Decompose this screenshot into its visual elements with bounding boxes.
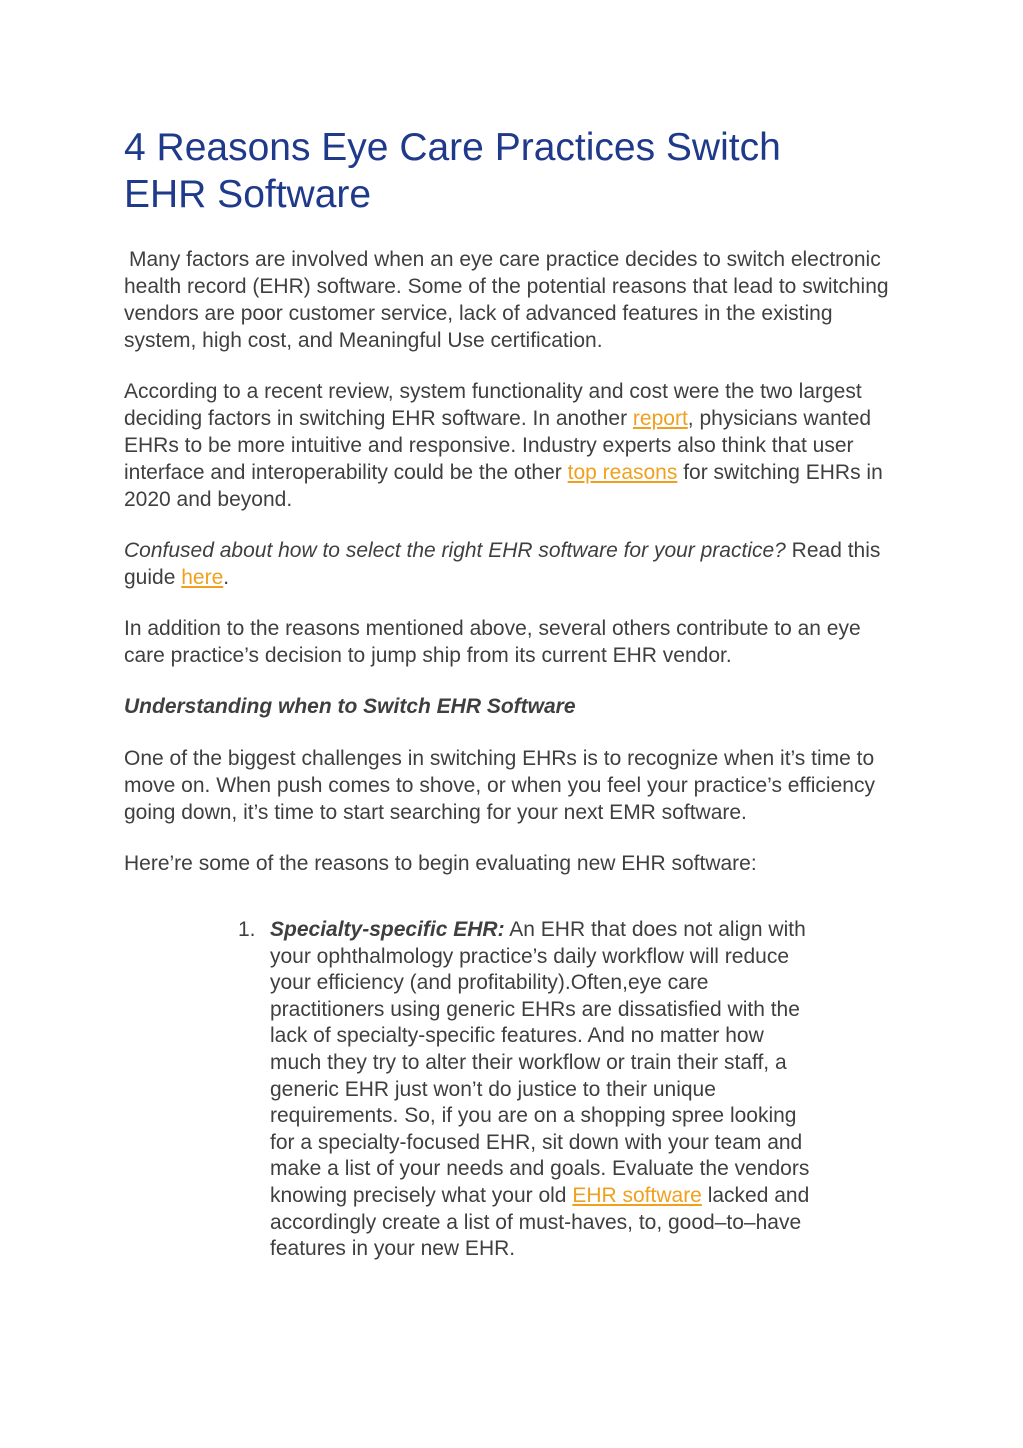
page-title <box>124 124 904 218</box>
report-link[interactable]: report <box>632 407 688 430</box>
page-title-line2: EHR Software <box>124 173 372 216</box>
challenges-paragraph: One of the biggest challenges in switching EHRs is to recognize when it’s time to move on. When push comes to shove, or when you feel your practice’s efficiency going down, it’s time to start searching for your next EMR software. <box>124 747 875 824</box>
list-item-title: Specialty-specific EHR: <box>270 918 505 941</box>
guide-italic-text: Confused about how to select the right EHR software for your practice? <box>124 539 786 562</box>
list-item-body <box>270 917 818 1263</box>
review-text-1: According to a recent review, system functionality and cost were the two largest deciding factors in switching EHR software. In another <box>124 380 862 430</box>
top-reasons-link[interactable]: top reasons <box>567 461 678 484</box>
reasons-list <box>238 917 838 1263</box>
section-heading: Understanding when to Switch EHR Software <box>124 695 576 718</box>
review-paragraph <box>124 378 904 513</box>
list-item <box>238 917 838 1263</box>
intro-paragraph: Many factors are involved when an eye care practice decides to switch electronic health record (EHR) software. Some of the potential reasons that lead to switching vendors are poor customer service, lack of advanced features in the existing system, high cost, and Meaningful Use certification. <box>124 248 889 352</box>
guide-end: . <box>223 566 230 589</box>
document-page <box>124 124 904 901</box>
here-link[interactable]: here <box>181 566 224 589</box>
addition-paragraph: In addition to the reasons mentioned above, several others contribute to an eye care practice’s decision to jump ship from its current EHR vendor. <box>124 617 861 667</box>
guide-paragraph <box>124 537 904 591</box>
list-item-text-1: An EHR that does not align with your ophthalmology practice’s daily workflow will reduce your efficiency (and profitability).Often,eye care practitioners using generic EHRs are dissatisfied with the lack of specialty-specific features. And no matter how much they try to alter their workflow or train their staff, a generic EHR just won’t do justice to their unique requirements. So, if you are on a shopping spree looking for a specialty-focused EHR, sit down with your team and make a list of your needs and goals. Evaluate the vendors knowing precisely what your old <box>270 918 810 1207</box>
list-item-number: 1. <box>238 918 256 941</box>
reasons-intro: Here’re some of the reasons to begin evaluating new EHR software: <box>124 852 757 875</box>
review-text-3: for switching EHRs in 2020 and beyond. <box>124 461 883 511</box>
review-text-2: , physicians wanted EHRs to be more intuitive and responsive. Industry experts also think that user interface and interoperability could be the other <box>124 407 872 484</box>
list-item-text-2: lacked and accordingly create a list of must-haves, to, good–to–have features in your new EHR. <box>270 1183 810 1261</box>
ehr-software-link[interactable]: EHR software <box>572 1183 702 1207</box>
page-title-line1: 4 Reasons Eye Care Practices Switch <box>124 126 781 169</box>
guide-text: Read this guide <box>124 539 881 589</box>
